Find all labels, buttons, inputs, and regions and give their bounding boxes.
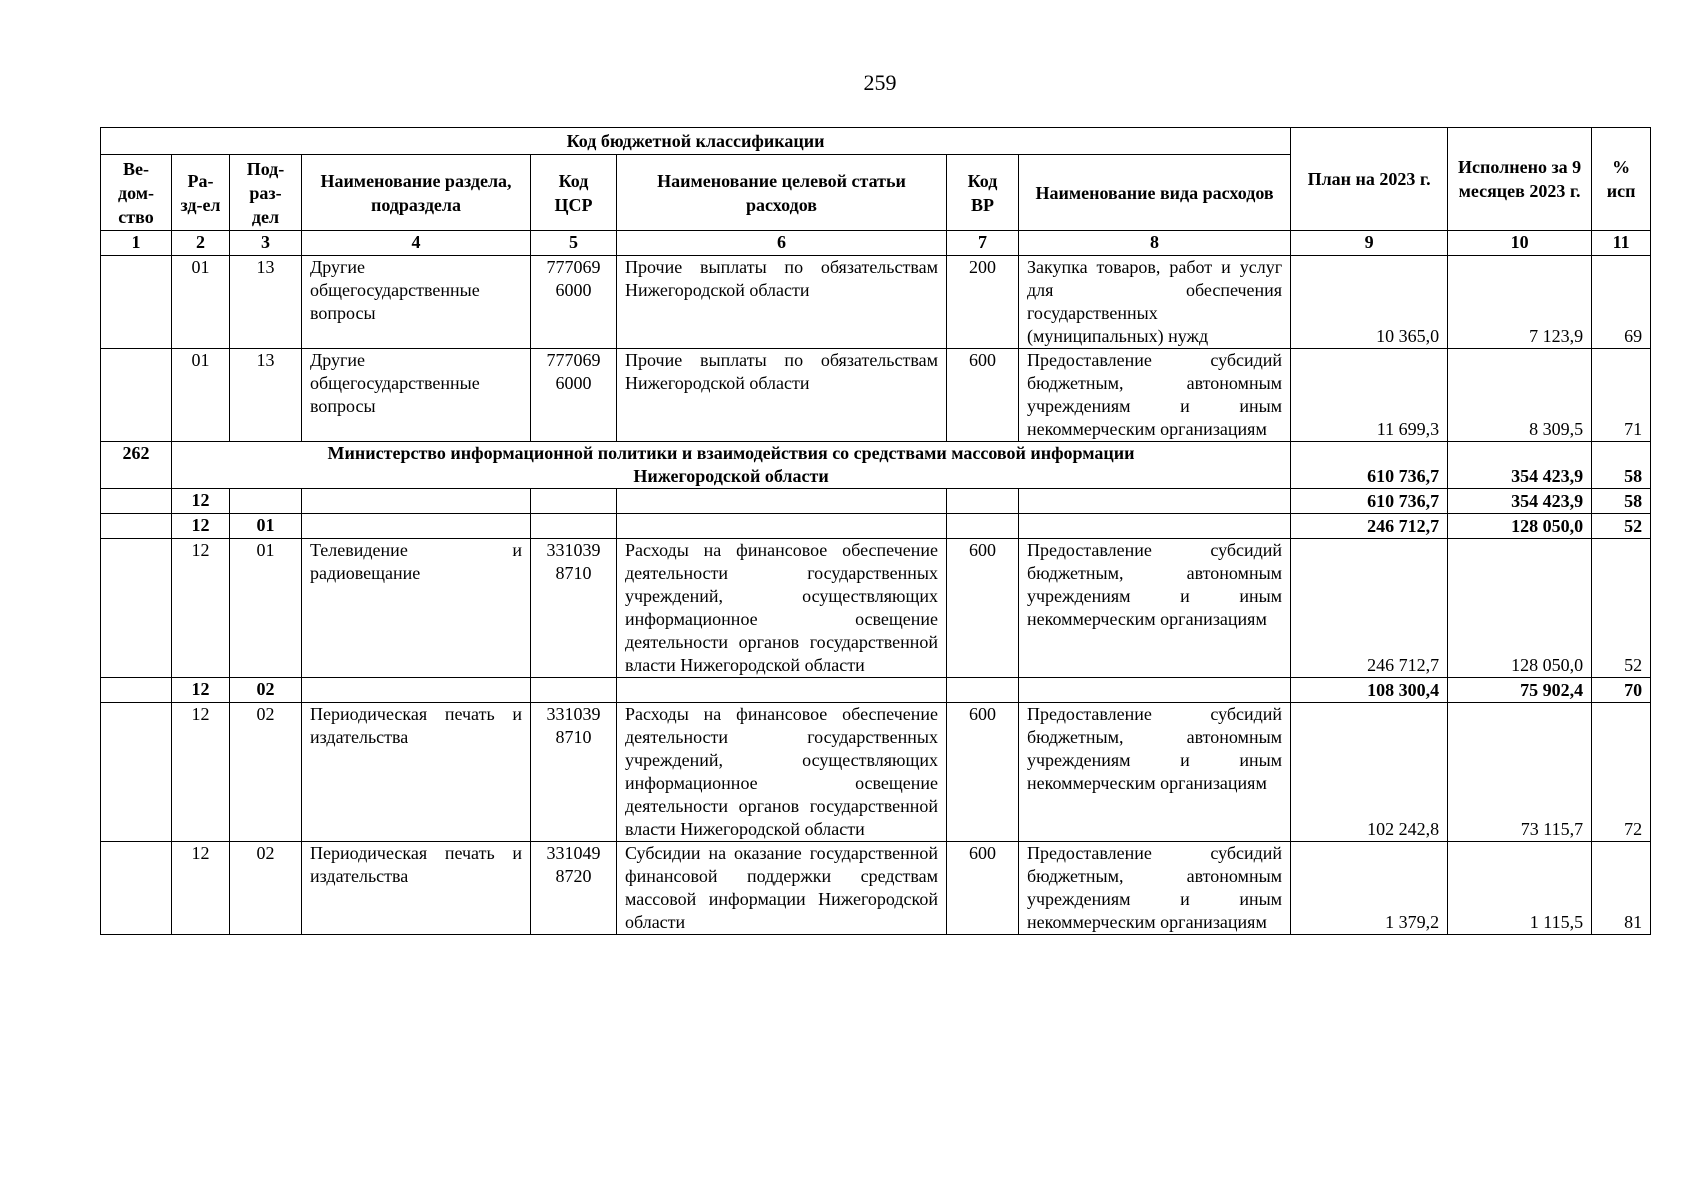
agency-row [101, 442, 1651, 489]
razdel-cell: 12 [172, 539, 230, 678]
razdel-cell: 12 [172, 842, 230, 935]
expense-type-cell: Предоставление субсидий бюджетным, автономным учреждениям и иным некоммерческим организациям [1019, 842, 1291, 935]
podrazdel-cell: 13 [230, 256, 302, 349]
podrazdel-cell: 01 [230, 514, 302, 539]
executed-cell: 128 050,0 [1448, 539, 1592, 678]
table-row [101, 349, 1651, 442]
plan-cell: 11 699,3 [1291, 349, 1448, 442]
percent-cell: 70 [1592, 678, 1651, 703]
executed-cell: 128 050,0 [1448, 514, 1592, 539]
expense-type-cell: Предоставление субсидий бюджетным, автономным учреждениям и иным некоммерческим организациям [1019, 349, 1291, 442]
header-target-name: Наименование целевой статьи расходов [617, 155, 947, 231]
target-name-cell: Расходы на финансовое обеспечение деятельности государственных учреждений, осуществляющих информационное освещение деятельности органов государственной власти Нижегородской области [617, 539, 947, 678]
expense-type-cell: Закупка товаров, работ и услуг для обеспечения государственных (муниципальных) нужд [1019, 256, 1291, 349]
header-plan: План на 2023 г. [1291, 128, 1448, 231]
column-number: 4 [302, 231, 531, 256]
header-expense-type: Наименование вида расходов [1019, 155, 1291, 231]
column-number: 1 [101, 231, 172, 256]
executed-cell: 7 123,9 [1448, 256, 1592, 349]
agency-name-cell [172, 442, 1291, 489]
vr-cell: 600 [947, 703, 1019, 842]
percent-cell: 58 [1592, 442, 1651, 489]
vr-cell: 200 [947, 256, 1019, 349]
header-agency: Ве-дом-ство [101, 155, 172, 231]
csr-cell: 331039 8710 [531, 539, 617, 678]
budget-table [100, 127, 1651, 935]
razdel-cell: 01 [172, 349, 230, 442]
column-number: 5 [531, 231, 617, 256]
target-name-cell: Прочие выплаты по обязательствам Нижегородской области [617, 256, 947, 349]
table-row [101, 539, 1651, 678]
section-name-cell: Периодическая печать и издательства [302, 842, 531, 935]
csr-cell: 777069 6000 [531, 256, 617, 349]
vr-cell: 600 [947, 842, 1019, 935]
target-name-cell: Субсидии на оказание государственной финансовой поддержки средствам массовой информации Нижегородской области [617, 842, 947, 935]
podrazdel-cell: 13 [230, 349, 302, 442]
section-name-cell: Другие общегосударственные вопросы [302, 256, 531, 349]
vr-cell: 600 [947, 349, 1019, 442]
header-csr: Код ЦСР [531, 155, 617, 231]
csr-cell: 777069 6000 [531, 349, 617, 442]
plan-cell: 1 379,2 [1291, 842, 1448, 935]
column-number: 6 [617, 231, 947, 256]
page-number: 259 [863, 70, 897, 95]
header-percent: % исп [1592, 128, 1651, 231]
percent-cell: 52 [1592, 514, 1651, 539]
percent-cell: 72 [1592, 703, 1651, 842]
plan-cell: 610 736,7 [1291, 489, 1448, 514]
razdel-cell: 12 [172, 514, 230, 539]
agency-name-line1: Министерство информационной политики и взаимодействия со средствами массовой информации [327, 443, 1135, 463]
executed-cell: 1 115,5 [1448, 842, 1592, 935]
column-number: 3 [230, 231, 302, 256]
plan-cell: 246 712,7 [1291, 539, 1448, 678]
section-name-cell: Телевидение и радиовещание [302, 539, 531, 678]
percent-cell: 71 [1592, 349, 1651, 442]
table-row [101, 256, 1651, 349]
plan-cell: 610 736,7 [1291, 442, 1448, 489]
percent-cell: 58 [1592, 489, 1651, 514]
csr-cell: 331039 8710 [531, 703, 617, 842]
column-number: 11 [1592, 231, 1651, 256]
razdel-cell: 01 [172, 256, 230, 349]
header-group-title: Код бюджетной классификации [101, 128, 1291, 155]
expense-type-cell: Предоставление субсидий бюджетным, автономным учреждениям и иным некоммерческим организациям [1019, 539, 1291, 678]
razdel-cell: 12 [172, 678, 230, 703]
table-row [101, 703, 1651, 842]
podrazdel-cell: 02 [230, 703, 302, 842]
target-name-cell: Расходы на финансовое обеспечение деятельности государственных учреждений, осуществляющих информационное освещение деятельности органов государственной власти Нижегородской области [617, 703, 947, 842]
podrazdel-cell: 02 [230, 678, 302, 703]
subsection-total-row [101, 678, 1651, 703]
agency-name-line2: Нижегородской области [633, 466, 829, 486]
plan-cell: 102 242,8 [1291, 703, 1448, 842]
csr-cell: 331049 8720 [531, 842, 617, 935]
podrazdel-cell: 02 [230, 842, 302, 935]
column-number: 10 [1448, 231, 1592, 256]
expense-type-cell: Предоставление субсидий бюджетным, автономным учреждениям и иным некоммерческим организациям [1019, 703, 1291, 842]
section-name-cell: Периодическая печать и издательства [302, 703, 531, 842]
agency-code-cell: 262 [101, 442, 172, 489]
section-name-cell: Другие общегосударственные вопросы [302, 349, 531, 442]
subsection-total-row [101, 514, 1651, 539]
executed-cell: 75 902,4 [1448, 678, 1592, 703]
plan-cell: 246 712,7 [1291, 514, 1448, 539]
header-vr: Код ВР [947, 155, 1019, 231]
target-name-cell: Прочие выплаты по обязательствам Нижегородской области [617, 349, 947, 442]
executed-cell: 73 115,7 [1448, 703, 1592, 842]
section-total-row [101, 489, 1651, 514]
percent-cell: 52 [1592, 539, 1651, 678]
header-section-name: Наименование раздела, подраздела [302, 155, 531, 231]
column-number: 9 [1291, 231, 1448, 256]
executed-cell: 354 423,9 [1448, 442, 1592, 489]
plan-cell: 108 300,4 [1291, 678, 1448, 703]
razdel-cell: 12 [172, 489, 230, 514]
vr-cell: 600 [947, 539, 1019, 678]
podrazdel-cell: 01 [230, 539, 302, 678]
percent-cell: 81 [1592, 842, 1651, 935]
executed-cell: 8 309,5 [1448, 349, 1592, 442]
header-executed: Исполнено за 9 месяцев 2023 г. [1448, 128, 1592, 231]
header-podrazdel: Под-раз-дел [230, 155, 302, 231]
plan-cell: 10 365,0 [1291, 256, 1448, 349]
razdel-cell: 12 [172, 703, 230, 842]
header-razdel: Ра-зд-ел [172, 155, 230, 231]
executed-cell: 354 423,9 [1448, 489, 1592, 514]
column-number: 8 [1019, 231, 1291, 256]
column-number: 2 [172, 231, 230, 256]
table-row [101, 842, 1651, 935]
percent-cell: 69 [1592, 256, 1651, 349]
column-number: 7 [947, 231, 1019, 256]
